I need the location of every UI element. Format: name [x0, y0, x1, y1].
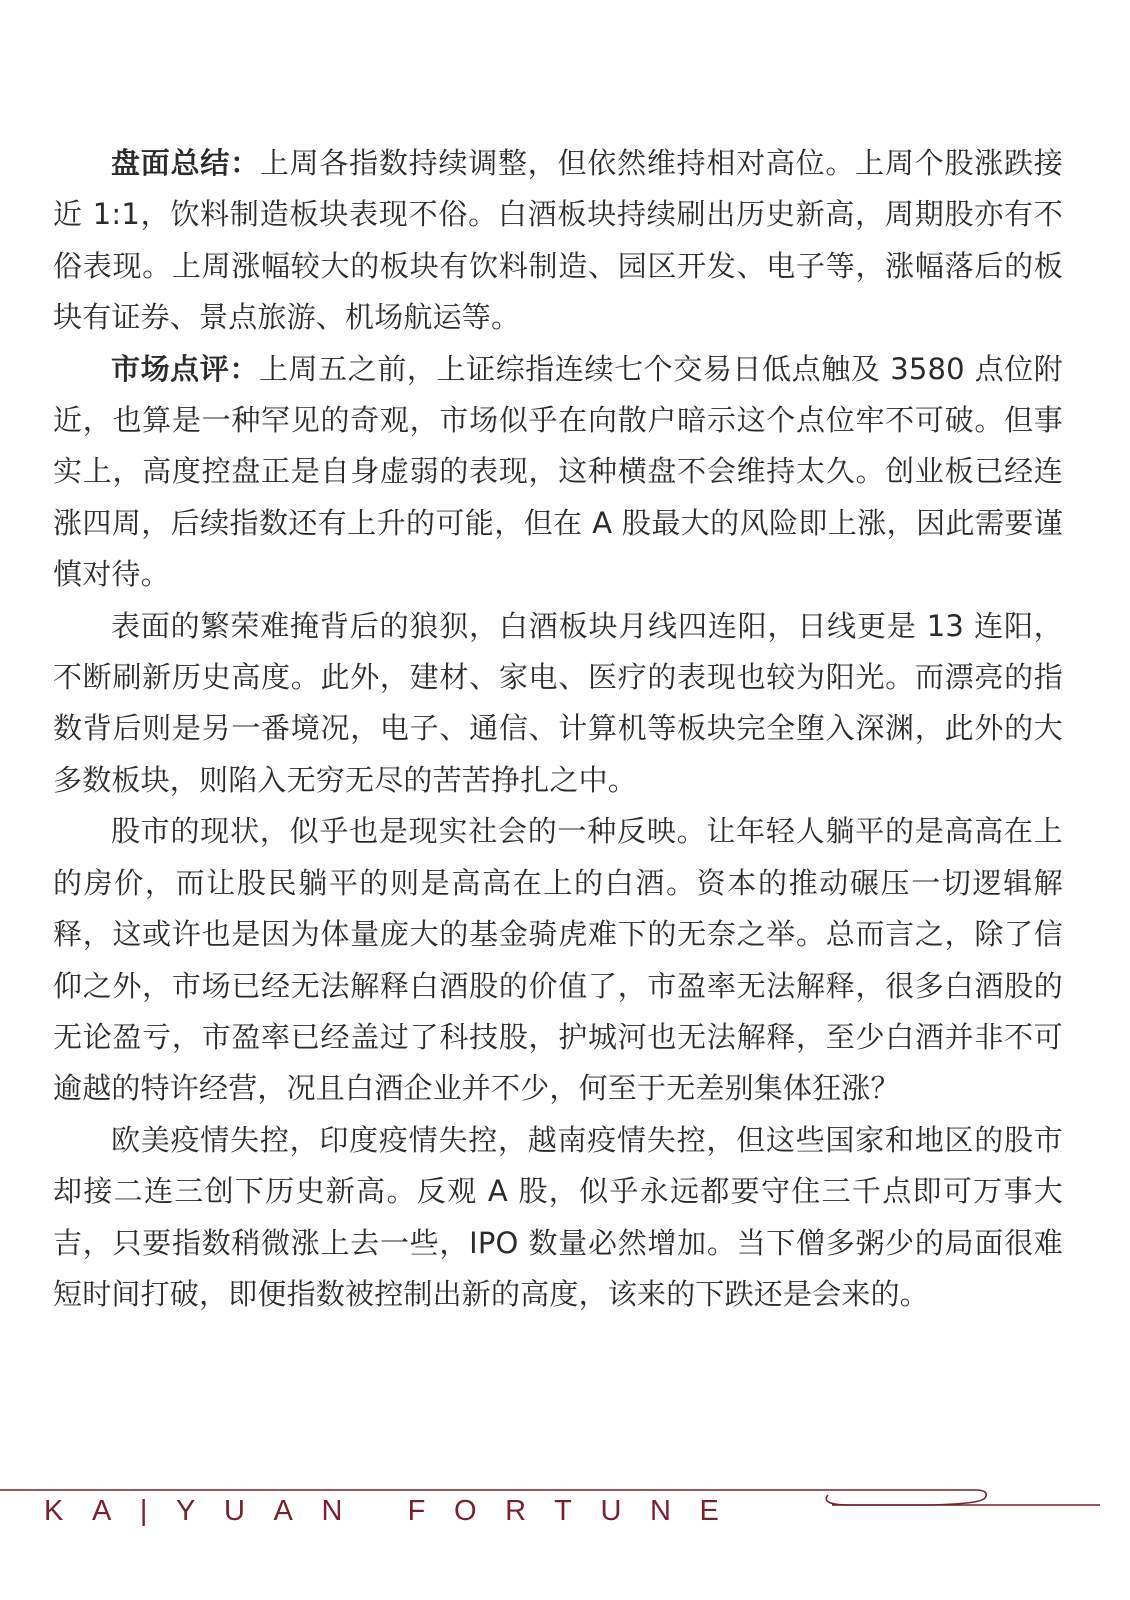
paragraph-lead: 盘面总结：	[111, 146, 260, 180]
article-body	[53, 138, 1063, 1320]
paragraph-society	[53, 806, 1063, 1114]
paragraph-text: 表面的繁荣难掩背后的狼狈，白酒板块月线四连阳，日线更是 13 连阳，不断刷新历史高度。此外，建材、家电、医疗的表现也较为阳光。而漂亮的指数背后则是另一番境况，电子、通信、计算机等板块完全堕入深渊，此外的大多数板块，则陷入无穷无尽的苦苦挣扎之中。	[53, 608, 1063, 797]
paragraph-summary	[53, 138, 1063, 344]
paragraph-prosperity	[53, 601, 1063, 807]
paragraph-text: 上周五之前，上证综指连续七个交易日低点触及 3580 点位附近，也算是一种罕见的奇观，市场似乎在向散户暗示这个点位牢不可破。但事实上，高度控盘正是自身虚弱的表现，这种横盘不会维持太久。创业板已经连涨四周，后续指数还有上升的可能，但在 A 股最大的风险即上涨，因此需要谨慎对待。	[53, 351, 1063, 592]
paragraph-lead: 市场点评：	[111, 351, 259, 386]
paragraph-text: 股市的现状，似乎也是现实社会的一种反映。让年轻人躺平的是高高在上的房价，而让股民躺平的则是高高在上的白酒。资本的推动碾压一切逻辑解释，这或许也是因为体量庞大的基金骑虎难下的无奈之举。总而言之，除了信仰之外，市场已经无法解释白酒股的价值了，市盈率无法解释，很多白酒股的无论盈亏，市盈率已经盖过了科技股，护城河也无法解释，至少白酒并非不可逾越的特许经营，况且白酒企业并不少，何至于无差别集体狂涨？	[53, 814, 1063, 1106]
brand-logo-text: KA|YUAN FORTUNE	[44, 1495, 748, 1527]
paragraph-text: 欧美疫情失控，印度疫情失控，越南疫情失控，但这些国家和地区的股市却接二连三创下历史新高。反观 A 股，似乎永远都要守住三千点即可万事大吉，只要指数稍微涨上去一些，IPO 数量必然增加。当下僧多粥少的局面很难短时间打破，即便指数被控制出新的高度，该来的下跌还是会来的。	[53, 1122, 1063, 1311]
footer-swoosh	[826, 1490, 986, 1505]
paragraph-commentary	[53, 344, 1063, 601]
paragraph-global	[53, 1115, 1063, 1321]
paragraph-text: 上周各指数持续调整，但依然维持相对高位。上周个股涨跌接近 1:1，饮料制造板块表现不俗。白酒板块持续刷出历史新高，周期股亦有不俗表现。上周涨幅较大的板块有饮料制造、园区开发、电子等，涨幅落后的板块有证券、景点旅游、机场航运等。	[53, 146, 1063, 335]
